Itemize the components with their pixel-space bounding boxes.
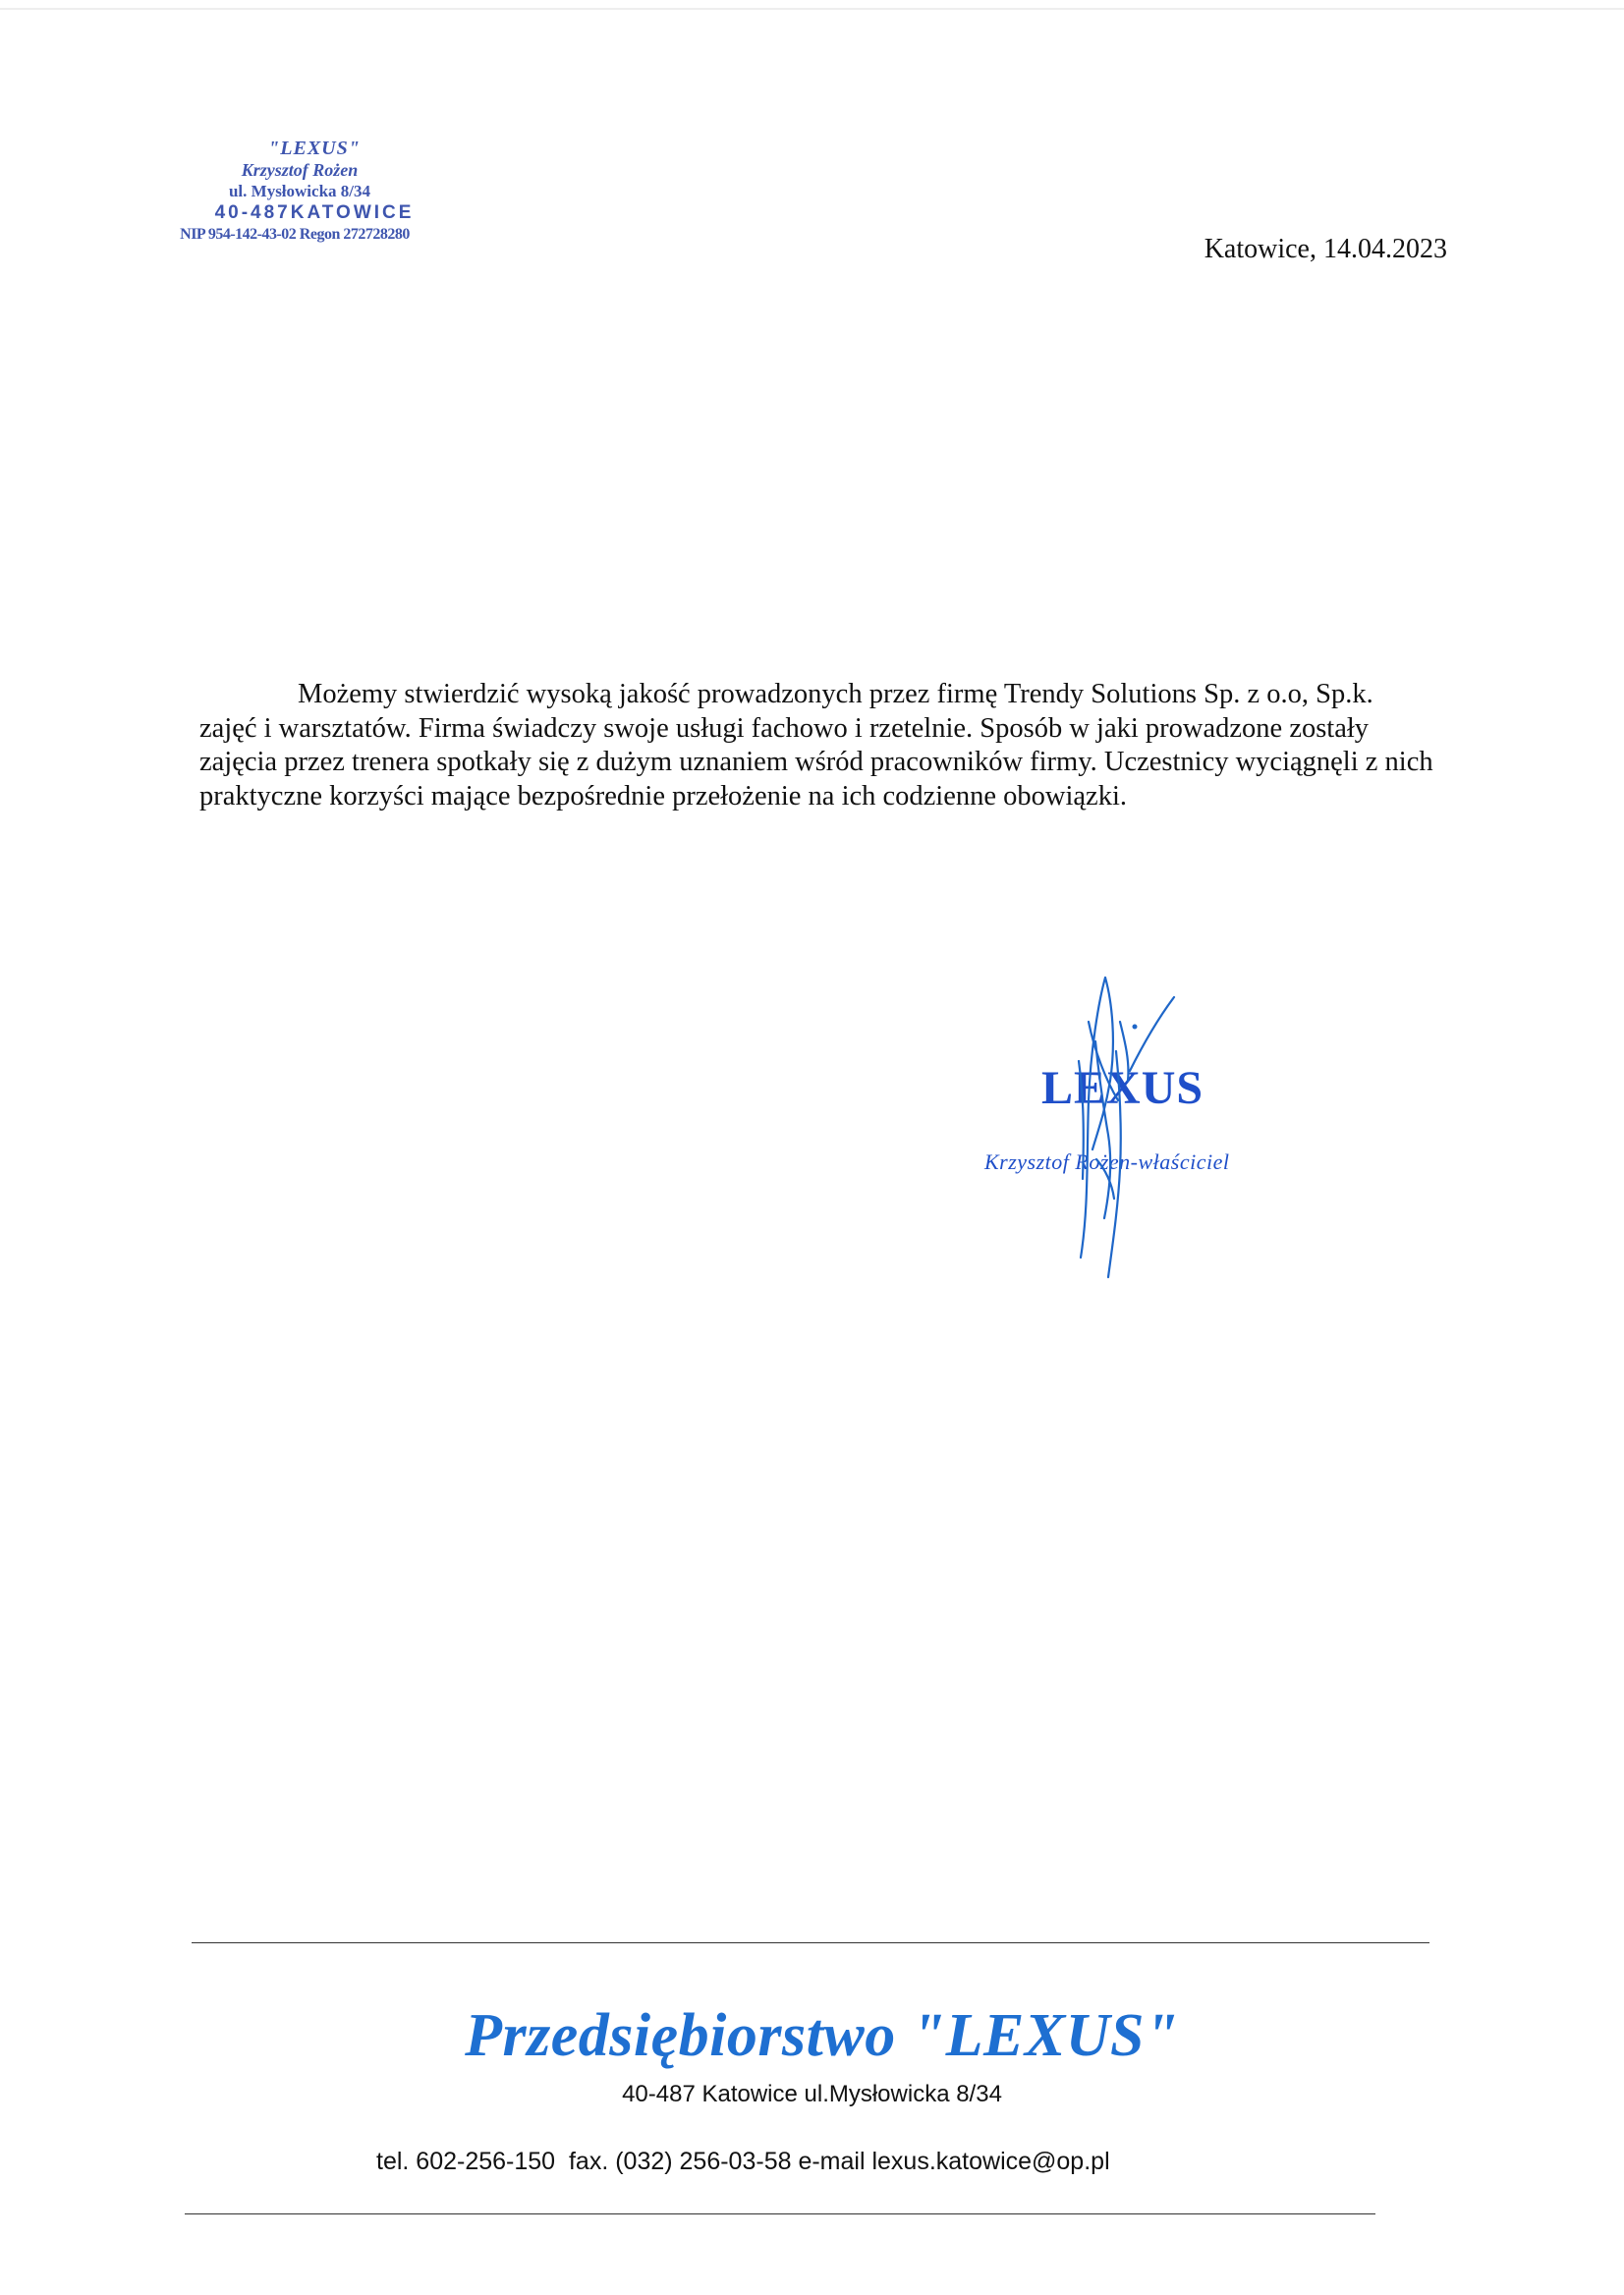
scan-edge [0,8,1624,10]
stamp-street: ul. Mysłowicka 8/34 [228,182,371,200]
footer-company-name: Przedsiębiorstwo "LEXUS" [465,2002,1179,2069]
signature-dot [1133,1025,1138,1030]
signature-block [973,963,1307,1297]
letter-body [199,678,1437,813]
handwritten-signature [973,963,1307,1297]
footer-address: 40-487 Katowice ul.Mysłowicka 8/34 [622,2081,1002,2107]
footer-divider-bottom [185,2213,1375,2214]
body-paragraph: Możemy stwierdzić wysoką jakość prowadzonych przez firmę Trendy Solutions Sp. z o.o, Sp.k. zajęć i warsztatów. Firma świadczy swoje usługi fachowo i rzetelnie. Sposób w jaki prowadzone zostały zajęcia przez trenera spotkały się z dużym uznaniem wśród pracowników firmy. Uczestnicy wyciągnęli z nich praktyczne korzyści mające bezpośrednie przełożenie na ich codzienne obowiązki. [199,679,1433,812]
stamp-owner-name: Krzysztof Rożen [241,160,359,180]
footer-contact: tel. 602-256-150 fax. (032) 256-03-58 e-mail lexus.katowice@op.pl [376,2148,1110,2175]
company-stamp [138,138,491,246]
stamp-company-name: "LEXUS" [268,138,361,159]
signature-stamp-company: LEXUS [1041,1062,1204,1114]
footer-divider-top [192,1942,1429,1943]
letter-date: Katowice, 14.04.2023 [1204,234,1447,264]
stamp-tax-ids: NIP 954-142-43-02 Regon 272728280 [180,226,410,243]
stamp-city: 40-487KATOWICE [214,202,415,223]
signature-stamp-owner: Krzysztof Rożen-właściciel [984,1149,1230,1174]
